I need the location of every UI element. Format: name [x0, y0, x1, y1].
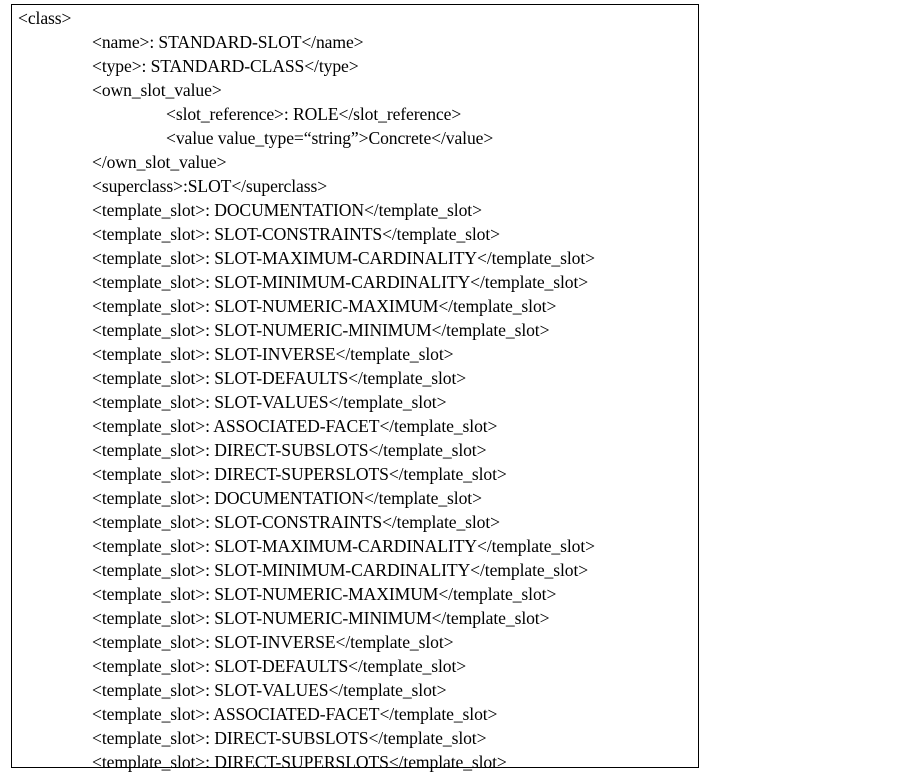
code-line: <slot_reference>: ROLE</slot_reference>: [166, 104, 462, 124]
code-line: <own_slot_value>: [92, 80, 222, 100]
code-line: <template_slot>: SLOT-CONSTRAINTS</template_slot>: [92, 512, 500, 532]
code-line: <template_slot>: ASSOCIATED-FACET</template_slot>: [92, 704, 498, 724]
code-line: <template_slot>: SLOT-INVERSE</template_slot>: [92, 344, 454, 364]
code-line: <template_slot>: SLOT-NUMERIC-MINIMUM</template_slot>: [92, 320, 550, 340]
code-line: <template_slot>: DOCUMENTATION</template_slot>: [92, 488, 482, 508]
code-line: <template_slot>: SLOT-MAXIMUM-CARDINALITY</template_slot>: [92, 536, 595, 556]
code-line: <template_slot>: SLOT-MINIMUM-CARDINALITY</template_slot>: [92, 560, 589, 580]
code-line: <class>: [18, 8, 72, 28]
code-listing: [12, 6, 698, 774]
code-line: <template_slot>: SLOT-NUMERIC-MAXIMUM</template_slot>: [92, 296, 557, 316]
code-line: <name>: STANDARD-SLOT</name>: [92, 32, 364, 52]
code-line: <template_slot>: SLOT-NUMERIC-MAXIMUM</template_slot>: [92, 584, 557, 604]
code-line: <template_slot>: SLOT-VALUES</template_slot>: [92, 680, 447, 700]
code-line: <template_slot>: ASSOCIATED-FACET</template_slot>: [92, 416, 498, 436]
document-frame: [11, 4, 699, 772]
code-line: <template_slot>: DIRECT-SUPERSLOTS</template_slot>: [92, 752, 507, 772]
code-line: <value value_type=“string”>Concrete</value>: [166, 128, 494, 148]
code-line: <template_slot>: SLOT-DEFAULTS</template_slot>: [92, 368, 467, 388]
code-line: <template_slot>: SLOT-NUMERIC-MINIMUM</template_slot>: [92, 608, 550, 628]
code-line: <superclass>:SLOT</superclass>: [92, 176, 328, 196]
code-line: <template_slot>: DIRECT-SUBSLOTS</template_slot>: [92, 440, 487, 460]
code-line: <template_slot>: DIRECT-SUBSLOTS</template_slot>: [92, 728, 487, 748]
code-line: <template_slot>: SLOT-DEFAULTS</template_slot>: [92, 656, 467, 676]
code-line: <template_slot>: SLOT-MINIMUM-CARDINALITY</template_slot>: [92, 272, 589, 292]
code-line: </own_slot_value>: [92, 152, 227, 172]
code-line: <template_slot>: SLOT-MAXIMUM-CARDINALITY</template_slot>: [92, 248, 595, 268]
code-line: <template_slot>: DOCUMENTATION</template_slot>: [92, 200, 482, 220]
code-line: <template_slot>: SLOT-CONSTRAINTS</template_slot>: [92, 224, 500, 244]
code-line: <template_slot>: SLOT-VALUES</template_slot>: [92, 392, 447, 412]
code-line: <template_slot>: DIRECT-SUPERSLOTS</template_slot>: [92, 464, 507, 484]
code-line: <template_slot>: SLOT-INVERSE</template_slot>: [92, 632, 454, 652]
code-line: <type>: STANDARD-CLASS</type>: [92, 56, 359, 76]
